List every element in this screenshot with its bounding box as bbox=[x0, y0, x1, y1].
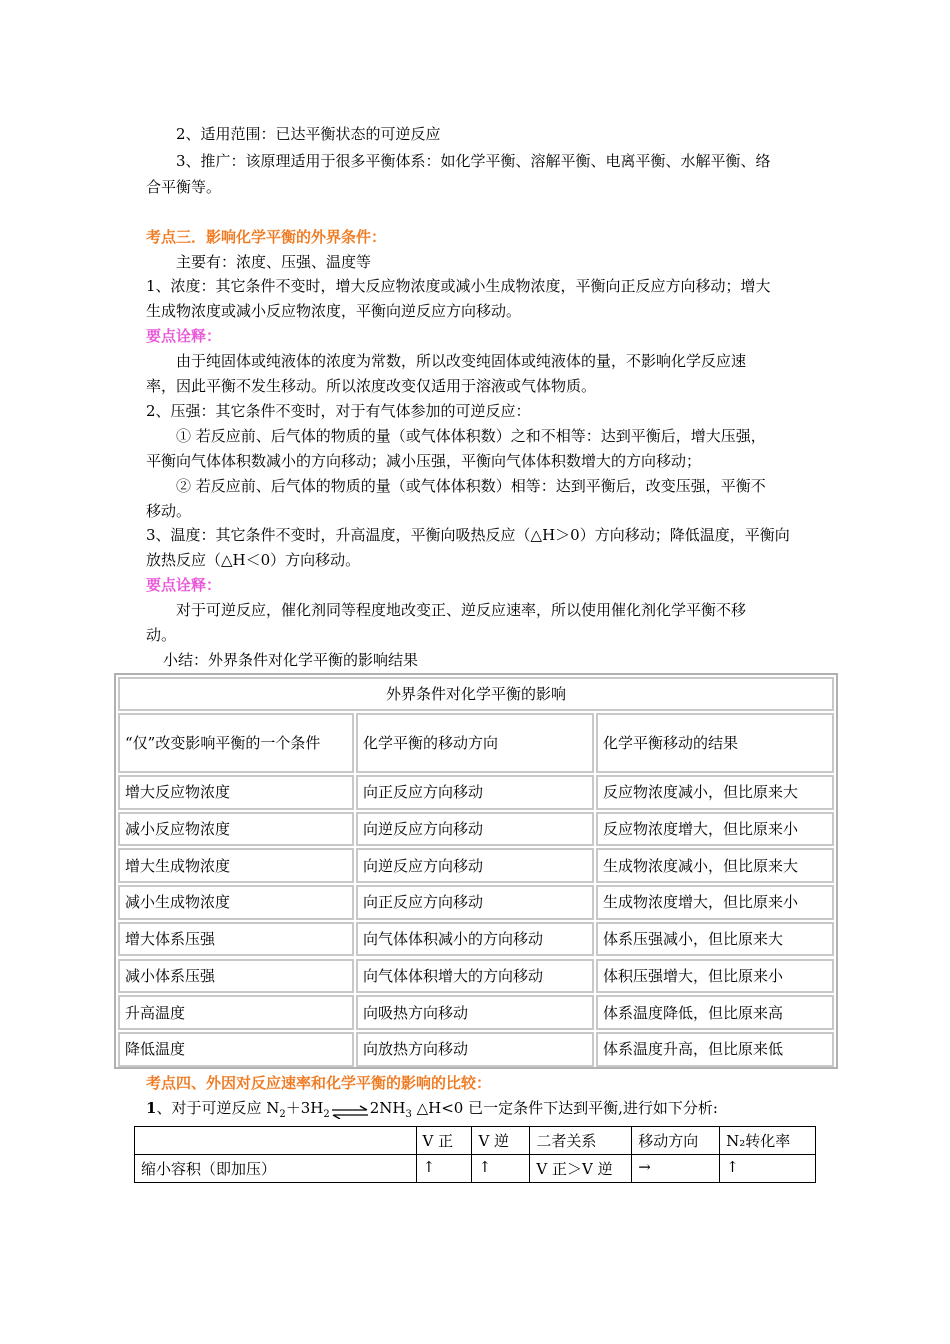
equilibrium-effects-table bbox=[114, 673, 838, 1069]
table1-cell: 降低温度 bbox=[118, 1032, 354, 1067]
subscript-2: 2 bbox=[279, 1109, 286, 1120]
question-text-d: △H<0 已一定条件下达到平衡,进行如下分析: bbox=[411, 1099, 718, 1117]
note1-line-2: 率，因此平衡不发生移动。所以浓度改变仅适用于溶液或气体物质。 bbox=[146, 377, 597, 395]
table1-cell: 体系温度降低，但比原来高 bbox=[596, 995, 834, 1030]
question-text-b: ＋3H bbox=[285, 1099, 324, 1117]
table1-cell: 向放热方向移动 bbox=[356, 1032, 594, 1067]
section4-title: 考点四、外因对反应速率和化学平衡的影响的比较： bbox=[146, 1074, 492, 1092]
pressure-line: 2、压强：其它条件不变时，对于有气体参加的可逆反应： bbox=[146, 402, 531, 420]
table-row bbox=[135, 1155, 816, 1183]
table1-cell: 减小反应物浓度 bbox=[118, 812, 354, 847]
table1-header-result: 化学平衡移动的结果 bbox=[596, 713, 834, 773]
question-text-c: 2NH bbox=[369, 1099, 406, 1117]
table1-cell: 生成物浓度减小，但比原来大 bbox=[596, 848, 834, 883]
table1-cell: 减小生成物浓度 bbox=[118, 885, 354, 920]
intro-line-1: 2、适用范围：已达平衡状态的可逆反应 bbox=[176, 125, 441, 143]
table2-header-shift: 移动方向 bbox=[632, 1127, 720, 1155]
table1-cell: 反应物浓度增大，但比原来小 bbox=[596, 812, 834, 847]
table1-cell: 生成物浓度增大，但比原来小 bbox=[596, 885, 834, 920]
table2-header-row bbox=[135, 1127, 816, 1155]
concentration-line-2: 生成物浓度或减小反应物浓度，平衡向逆反应方向移动。 bbox=[146, 302, 522, 320]
rate-comparison-table bbox=[134, 1126, 816, 1183]
concentration-line-1: 1、浓度：其它条件不变时，增大反应物浓度或减小生成物浓度，平衡向正反应方向移动；增大 bbox=[146, 277, 771, 295]
table1-cell: 向吸热方向移动 bbox=[356, 995, 594, 1030]
equilibrium-arrow-icon bbox=[330, 1102, 370, 1116]
table1-cell: 向逆反应方向移动 bbox=[356, 848, 594, 883]
temperature-line-2: 放热反应（△H＜0）方向移动。 bbox=[146, 551, 361, 569]
section3-title: 考点三．影响化学平衡的外界条件： bbox=[146, 228, 387, 246]
table1-cell: 向正反应方向移动 bbox=[356, 885, 594, 920]
note2-title: 要点诠释： bbox=[146, 576, 222, 594]
table1-cell: 体系压强减小，但比原来大 bbox=[596, 922, 834, 957]
note2-line-1: 对于可逆反应，催化剂同等程度地改变正、逆反应速率，所以使用催化剂化学平衡不移 bbox=[176, 601, 747, 619]
table1-cell: 增大体系压强 bbox=[118, 922, 354, 957]
intro-line-3: 合平衡等。 bbox=[146, 178, 222, 196]
table2-cell: ↑ bbox=[416, 1155, 472, 1183]
intro-line-2: 3、推广：该原理适用于很多平衡体系：如化学平衡、溶解平衡、电离平衡、水解平衡、络 bbox=[176, 152, 771, 170]
temperature-line-1: 3、温度：其它条件不变时，升高温度，平衡向吸热反应（△H＞0）方向移动；降低温度，平衡向 bbox=[146, 526, 790, 544]
section3-main: 主要有：浓度、压强、温度等 bbox=[176, 253, 372, 271]
table2-cell: V 正＞V 逆 bbox=[530, 1155, 632, 1183]
table1-cell: 向气体体积增大的方向移动 bbox=[356, 959, 594, 994]
table1-cell: 减小体系压强 bbox=[118, 959, 354, 994]
table1-header-direction: 化学平衡的移动方向 bbox=[356, 713, 594, 773]
section4-question bbox=[146, 1096, 810, 1127]
table2-header-relation: 二者关系 bbox=[530, 1127, 632, 1155]
table1-header-condition: “仅”改变影响平衡的一个条件 bbox=[118, 713, 354, 773]
table2-header-conversion: N₂转化率 bbox=[720, 1127, 816, 1155]
pressure-case2-line-2: 移动。 bbox=[146, 502, 192, 520]
table2-cell: ↑ bbox=[720, 1155, 816, 1183]
pressure-case1-line-2: 平衡向气体体积数减小的方向移动；减小压强，平衡向气体体积数增大的方向移动； bbox=[146, 452, 702, 470]
pressure-case1-line-1: ① 若反应前、后气体的物质的量（或气体体积数）之和不相等：达到平衡后，增大压强， bbox=[176, 427, 766, 445]
question-text-a: 、对于可逆反应 N bbox=[156, 1099, 280, 1117]
table1-cell: 体积压强增大，但比原来小 bbox=[596, 959, 834, 994]
table1-cell: 升高温度 bbox=[118, 995, 354, 1030]
pressure-case2-line-1: ② 若反应前、后气体的物质的量（或气体体积数）相等：达到平衡后，改变压强，平衡不 bbox=[176, 477, 766, 495]
table1-cell: 反应物浓度减小，但比原来大 bbox=[596, 775, 834, 810]
table1-cell: 向逆反应方向移动 bbox=[356, 812, 594, 847]
table2-cell: → bbox=[632, 1155, 720, 1183]
subscript-3: 3 bbox=[405, 1109, 412, 1120]
table1-cell: 向正反应方向移动 bbox=[356, 775, 594, 810]
table2-cell: ↑ bbox=[472, 1155, 530, 1183]
question-number: 1 bbox=[146, 1099, 157, 1117]
table1-cell: 体系温度升高，但比原来低 bbox=[596, 1032, 834, 1067]
table1-cell: 增大反应物浓度 bbox=[118, 775, 354, 810]
table2-header-v-forward: V 正 bbox=[416, 1127, 472, 1155]
table1-cell: 向气体体积减小的方向移动 bbox=[356, 922, 594, 957]
summary-line: 小结：外界条件对化学平衡的影响结果 bbox=[163, 651, 419, 669]
table2-cell: 缩小容积（即加压） bbox=[135, 1155, 417, 1183]
table2-header-blank bbox=[135, 1127, 417, 1155]
note2-line-2: 动。 bbox=[146, 626, 177, 644]
subscript-2b: 2 bbox=[323, 1109, 330, 1120]
table1-cell: 增大生成物浓度 bbox=[118, 848, 354, 883]
table2-header-v-reverse: V 逆 bbox=[472, 1127, 530, 1155]
note1-title: 要点诠释： bbox=[146, 327, 222, 345]
note1-line-1: 由于纯固体或纯液体的浓度为常数，所以改变纯固体或纯液体的量，不影响化学反应速 bbox=[176, 352, 747, 370]
table1-caption: 外界条件对化学平衡的影响 bbox=[118, 677, 834, 711]
